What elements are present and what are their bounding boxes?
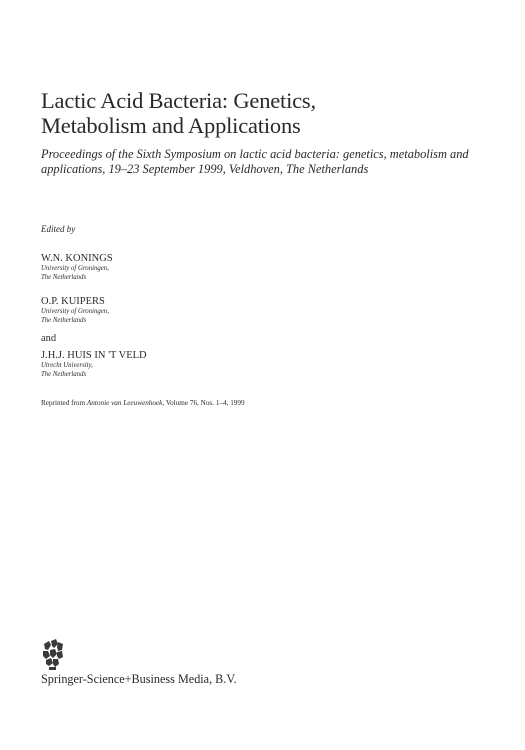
editor-konings (41, 253, 301, 282)
book-subtitle-line-1: Proceedings of the Sixth Symposium on lactic acid bacteria: genetics, metabolism and (41, 147, 469, 161)
editor-affiliation-country: The Netherlands (41, 316, 87, 324)
editor-affiliation: Utrecht University, (41, 362, 93, 369)
editor-kuipers (41, 296, 301, 325)
and-conjunction: and (41, 333, 57, 344)
reprint-suffix: , Volume 76, Nos. 1–4, 1999 (162, 399, 245, 407)
editor-name: W.N. KONINGS (41, 253, 113, 264)
book-title (41, 88, 481, 138)
reprint-note (41, 399, 245, 407)
edited-by-label: Edited by (41, 224, 76, 234)
publisher-name: Springer-Science+Business Media, B.V. (41, 672, 237, 686)
book-title-line-1: Lactic Acid Bacteria: Genetics, (41, 88, 316, 113)
editor-affiliation: University of Groningen, (41, 265, 109, 272)
editor-affiliation: University of Groningen, (41, 308, 109, 315)
book-subtitle-line-2: applications, 19–23 September 1999, Veldhoven, The Netherlands (41, 161, 369, 176)
book-title-line-2: Metabolism and Applications (41, 113, 301, 138)
reprint-prefix: Reprinted from (41, 399, 87, 407)
editor-name: O.P. KUIPERS (41, 296, 105, 307)
springer-chess-knight-icon (41, 638, 65, 672)
editor-huis-in-t-veld (41, 350, 301, 379)
editor-affiliation-country: The Netherlands (41, 370, 87, 378)
editor-name: J.H.J. HUIS IN 'T VELD (41, 350, 147, 361)
book-subtitle (41, 147, 491, 176)
reprint-journal: Antonie van Leeuwenhoek (86, 399, 163, 407)
editor-affiliation-country: The Netherlands (41, 273, 87, 281)
